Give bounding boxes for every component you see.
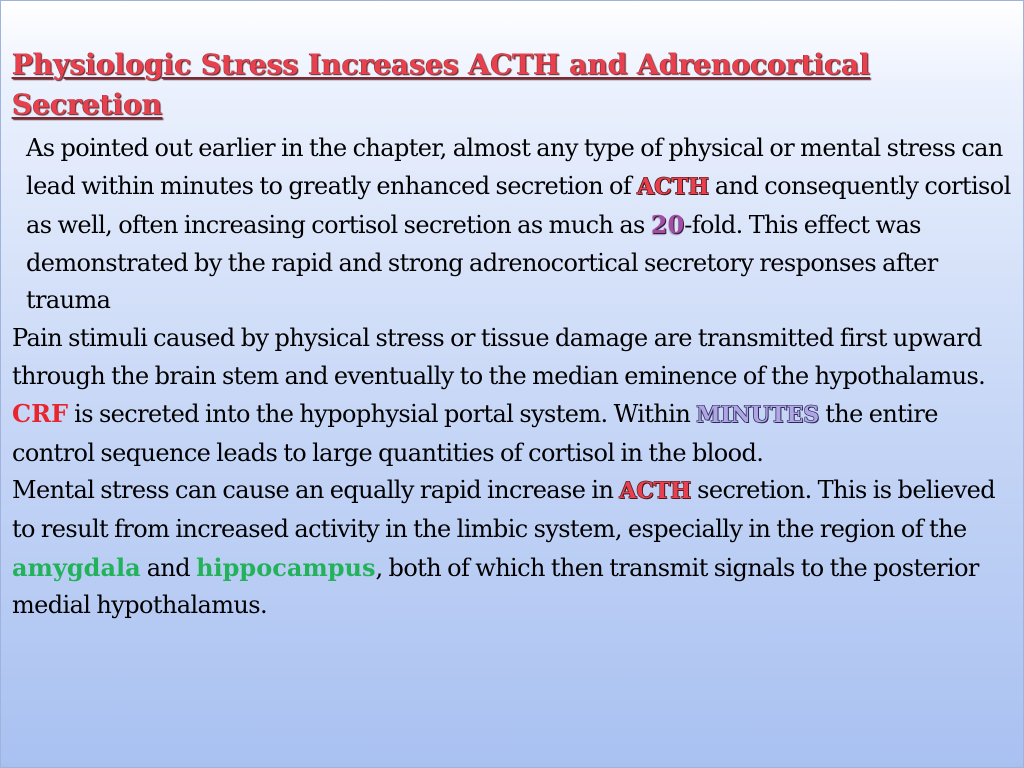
text-segment: As pointed out earlier in the chapter, almost any type of physical or mental stress can lead within minutes to greatly enhanced secretion of — [26, 134, 1003, 200]
text-segment: Mental stress can cause an equally rapid increase in — [12, 476, 620, 505]
highlight-crf: CRF — [12, 399, 69, 429]
paragraph-mental-stress — [12, 472, 1017, 624]
highlight-acth: ACTH — [619, 478, 692, 505]
highlight-acth: ACTH — [637, 173, 709, 200]
text-segment: and consequently cortisol as well, often increasing cortisol secretion as much as — [26, 171, 1011, 240]
slide-body — [12, 130, 1017, 625]
text-segment: and — [140, 553, 197, 582]
text-segment: Pain stimuli caused by physical stress or tissue damage are transmitted first upward through the brain stem and eventually to the median eminence of the hypothalamus. — [12, 323, 986, 390]
text-segment: the entire control sequence leads to large quantities of cortisol in the blood. — [12, 400, 938, 467]
highlight-amygdala: amygdala — [12, 552, 141, 582]
highlight-minutes: MINUTES — [696, 402, 820, 429]
paragraph-stress-overview — [12, 130, 1017, 320]
text-segment: secretion. This is believed to result from increased activity in the limbic system, especially in the region of the — [12, 476, 995, 543]
slide-title: Physiologic Stress Increases ACTH and Adrenocortical Secretion — [12, 48, 871, 121]
text-segment: is secreted into the hypophysial portal system. Within — [68, 400, 697, 429]
text-segment: , both of which then transmit signals to the posterior medial hypothalamus. — [12, 553, 979, 620]
highlight-hippocampus: hippocampus — [196, 552, 376, 582]
highlight-twenty: 20 — [650, 210, 685, 240]
paragraph-pain-stimuli — [12, 320, 1017, 472]
text-segment: -fold. This effect was demonstrated by the rapid and strong adrenocortical secretory responses after trauma — [26, 211, 938, 315]
